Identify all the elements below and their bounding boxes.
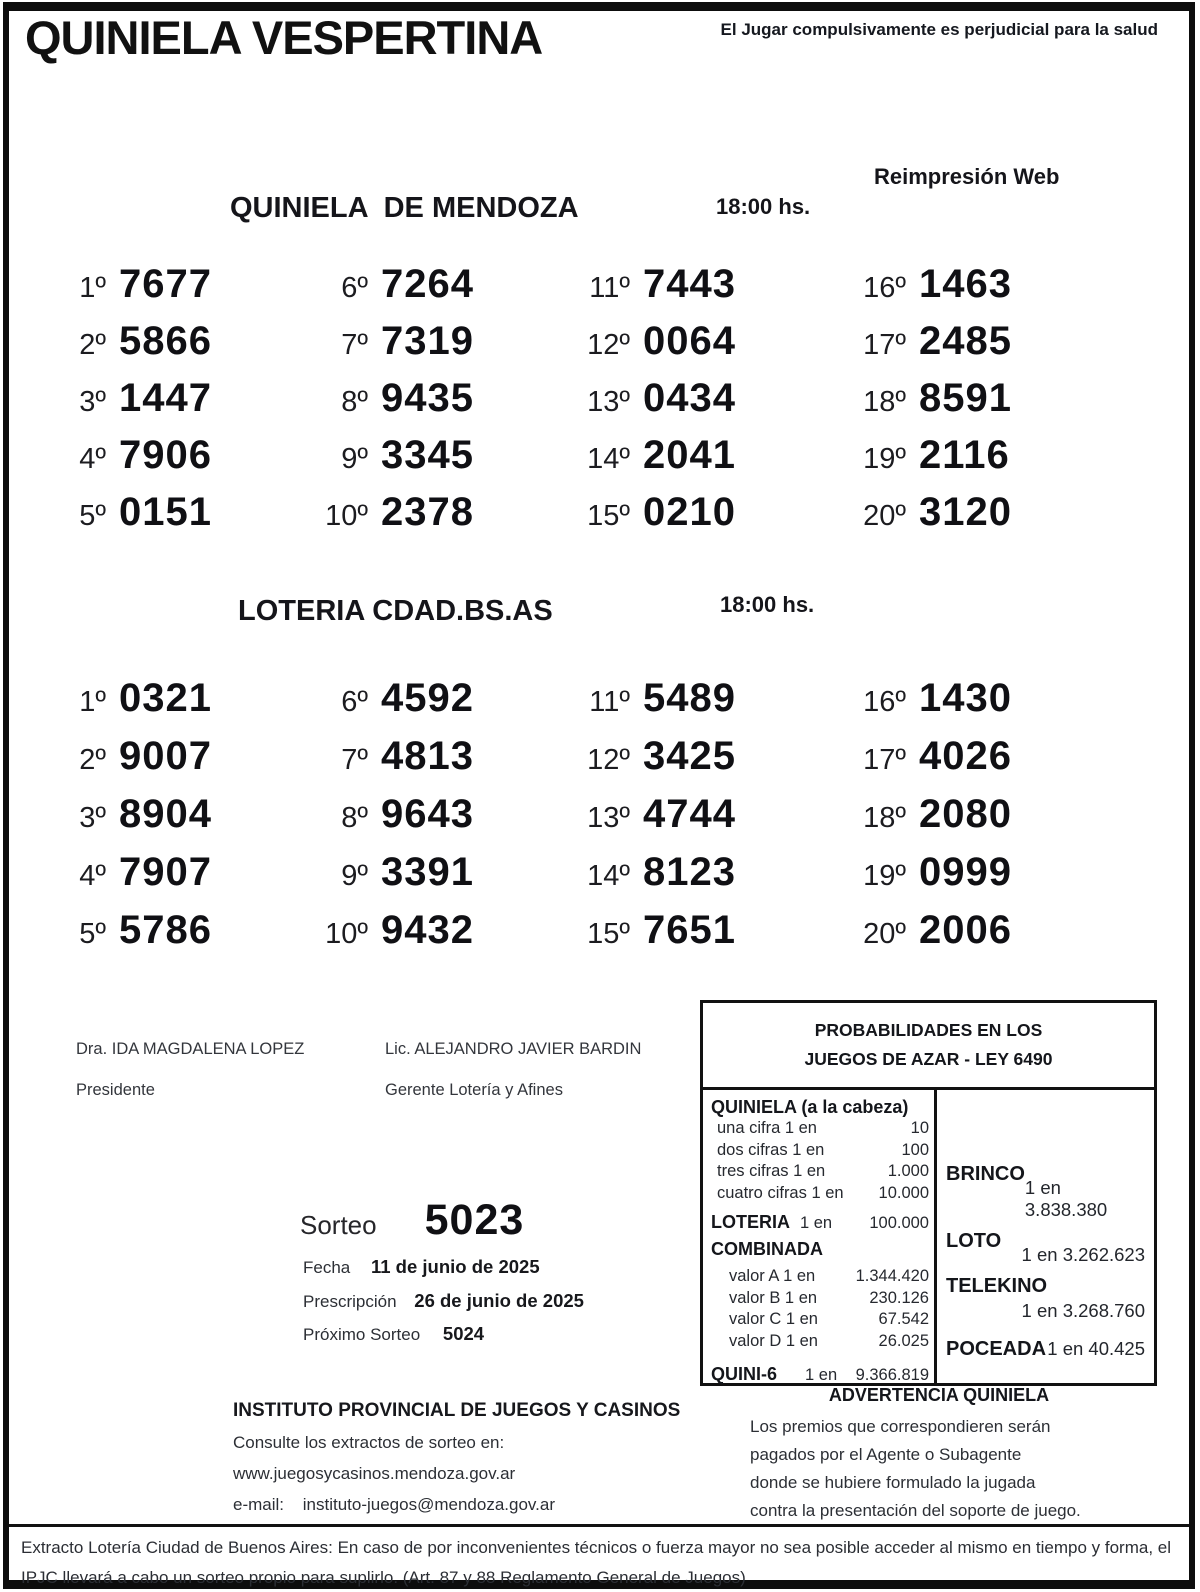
prob-row-label: valor A 1 en (729, 1267, 816, 1285)
fecha-value: 11 de junio de 2025 (370, 1256, 540, 1277)
result-position: 17º (863, 744, 906, 776)
result-number: 2378 (381, 490, 474, 534)
result-position: 8º (341, 802, 368, 834)
result-position: 6º (341, 272, 368, 304)
section-time-bsas: 18:00 hs. (720, 592, 815, 617)
result-number: 0210 (643, 490, 736, 534)
result-item (308, 676, 570, 734)
game-odds: 1 en 3.268.760 (1021, 1300, 1145, 1321)
prob-row (711, 1140, 929, 1162)
probabilities-title (703, 1003, 1154, 1074)
fecha-label: Fecha (303, 1258, 351, 1277)
footer-legal-text: Extracto Lotería Ciudad de Buenos Aires: En caso de por inconvenientes técnicos o fuerza mayor no sea posible acceder al mismo en tiempo y forma, el IPJC llevará a cabo un sorteo propio para suplirlo. (Art. 87 y 88 Reglamento General de Juegos) (21, 1538, 1172, 1587)
quini6-mid: 1 en (805, 1366, 838, 1384)
result-position: 12º (587, 744, 630, 776)
signature-name: Dra. IDA MAGDALENA LOPEZ (76, 1040, 305, 1058)
prob-row-value: 230.126 (869, 1288, 929, 1307)
game-name: TELEKINO (946, 1275, 1048, 1297)
result-position: 4º (79, 860, 106, 892)
result-item (570, 319, 846, 376)
probabilities-title-line2: JUEGOS DE AZAR - LEY 6490 (804, 1049, 1053, 1069)
result-number: 4026 (919, 734, 1012, 778)
result-item (46, 319, 308, 376)
signature-president (76, 1040, 304, 1100)
result-position: 19º (863, 860, 906, 892)
game-row (946, 1163, 1145, 1221)
signature-role: Gerente Lotería y Afines (385, 1081, 563, 1099)
result-position: 18º (863, 386, 906, 418)
result-item (846, 490, 1108, 547)
result-number: 7264 (381, 262, 474, 306)
result-number: 3345 (381, 433, 474, 477)
result-item (570, 734, 846, 792)
advertencia-line: Los premios que correspondieren serán (750, 1417, 1051, 1436)
result-position: 1º (79, 272, 106, 304)
result-item (308, 490, 570, 547)
advertencia-block (718, 1385, 1160, 1525)
instituto-name: INSTITUTO PROVINCIAL DE JUEGOS Y CASINOS (233, 1400, 681, 1421)
game-row (946, 1230, 1145, 1266)
prob-row (711, 1288, 929, 1310)
result-number: 7319 (381, 319, 474, 363)
result-item (846, 376, 1108, 433)
result-position: 5º (79, 918, 106, 950)
result-position: 3º (79, 386, 106, 418)
result-number: 0064 (643, 319, 736, 363)
result-item (46, 433, 308, 490)
result-item (846, 734, 1108, 792)
probabilities-left-column (711, 1097, 929, 1385)
game-row (946, 1338, 1145, 1361)
combinada-header: COMBINADA (711, 1239, 823, 1259)
result-item (846, 319, 1108, 376)
prob-row-value: 100 (901, 1140, 929, 1159)
result-position: 10º (325, 500, 368, 532)
prob-row-value: 10.000 (878, 1183, 929, 1202)
prob-row-label: valor C 1 en (729, 1310, 818, 1328)
result-number: 0999 (919, 850, 1012, 894)
result-number: 9432 (381, 908, 474, 952)
game-name: LOTO (946, 1230, 1002, 1252)
advertencia-title: ADVERTENCIA QUINIELA (828, 1385, 1050, 1405)
loteria-mid: 1 en (800, 1214, 833, 1232)
result-item (570, 376, 846, 433)
result-position: 14º (587, 443, 630, 475)
result-position: 9º (341, 860, 368, 892)
result-number: 7443 (643, 262, 736, 306)
result-position: 20º (863, 500, 906, 532)
result-position: 14º (587, 860, 630, 892)
result-number: 8904 (119, 792, 212, 836)
result-item (46, 850, 308, 908)
result-number: 1447 (119, 376, 212, 420)
result-number: 5786 (119, 908, 212, 952)
signature-manager (385, 1040, 641, 1100)
result-position: 10º (325, 918, 368, 950)
footer-separator (9, 1524, 1189, 1527)
probabilities-right-column (946, 1163, 1145, 1370)
result-position: 11º (589, 686, 630, 718)
result-item (846, 433, 1108, 490)
result-item (308, 850, 570, 908)
result-number: 9643 (381, 792, 474, 836)
result-item (846, 792, 1108, 850)
result-number: 0321 (119, 676, 212, 720)
advertencia-line: pagados por el Agente o Subagente (750, 1445, 1022, 1464)
prescripcion-line (303, 1290, 584, 1312)
result-number: 4592 (381, 676, 474, 720)
result-number: 5866 (119, 319, 212, 363)
prob-row-label: dos cifras 1 en (717, 1140, 825, 1159)
prob-row (711, 1331, 929, 1353)
result-number: 3391 (381, 850, 474, 894)
result-number: 8123 (643, 850, 736, 894)
result-number: 8591 (919, 376, 1012, 420)
result-position: 18º (863, 802, 906, 834)
quini6-row (711, 1364, 929, 1385)
probabilities-box (700, 1000, 1157, 1386)
result-number: 5489 (643, 676, 736, 720)
result-position: 3º (79, 802, 106, 834)
result-item (308, 908, 570, 966)
proximo-sorteo-label: Próximo Sorteo (303, 1325, 421, 1344)
signature-role: Presidente (76, 1081, 155, 1099)
probabilities-title-line1: PROBABILIDADES EN LOS (814, 1020, 1043, 1040)
result-item (846, 850, 1108, 908)
results-grid-bsas (46, 676, 1108, 966)
combinada-rows (711, 1266, 929, 1352)
prob-row-value: 67.542 (878, 1310, 929, 1328)
result-position: 20º (863, 918, 906, 950)
prob-row-label: una cifra 1 en (717, 1119, 817, 1137)
result-item (308, 376, 570, 433)
result-item (46, 376, 308, 433)
results-grid-mendoza (46, 262, 1108, 547)
instituto-website: www.juegosycasinos.mendoza.gov.ar (233, 1464, 516, 1483)
result-position: 17º (863, 329, 906, 361)
health-warning: El Jugar compulsivamente es perjudicial para la salud (720, 20, 1158, 39)
result-item (308, 433, 570, 490)
page-title: QUINIELA VESPERTINA (25, 11, 543, 64)
result-number: 4744 (643, 792, 736, 836)
result-item (846, 908, 1108, 966)
probabilities-divider (934, 1087, 937, 1383)
result-item (46, 490, 308, 547)
instituto-consulte: Consulte los extractos de sorteo en: (233, 1433, 505, 1452)
prob-row (711, 1161, 929, 1183)
result-position: 2º (79, 744, 106, 776)
result-number: 3425 (643, 734, 736, 778)
prob-row (711, 1309, 929, 1331)
result-item (46, 734, 308, 792)
result-item (570, 262, 846, 319)
result-position: 13º (587, 386, 630, 418)
result-item (308, 262, 570, 319)
result-position: 8º (341, 386, 368, 418)
advertencia-line: contra la presentación del soporte de juego. (750, 1501, 1081, 1520)
sorteo-label: Sorteo (300, 1210, 377, 1240)
prob-row-value: 26.025 (878, 1331, 929, 1350)
result-item (308, 734, 570, 792)
result-number: 2080 (919, 792, 1012, 836)
section-title-mendoza: QUINIELA DE MENDOZA (230, 192, 579, 224)
prob-row-value: 1.000 (887, 1162, 929, 1180)
advertencia-text (718, 1413, 1160, 1525)
result-item (570, 792, 846, 850)
result-item (570, 908, 846, 966)
result-item (308, 792, 570, 850)
prob-row-label: tres cifras 1 en (717, 1162, 826, 1180)
signature-name: Lic. ALEJANDRO JAVIER BARDIN (385, 1040, 642, 1058)
section-time-mendoza: 18:00 hs. (716, 194, 811, 219)
result-number: 7651 (643, 908, 736, 952)
prob-row-label: cuatro cifras 1 en (717, 1183, 844, 1202)
result-position: 12º (587, 329, 630, 361)
result-item (570, 676, 846, 734)
result-number: 3120 (919, 490, 1012, 534)
prob-row-label: valor B 1 en (729, 1288, 818, 1307)
result-position: 5º (79, 500, 106, 532)
quini6-label: QUINI-6 (711, 1364, 778, 1384)
fecha-line (303, 1256, 540, 1278)
result-number: 7907 (119, 850, 212, 894)
result-item (308, 319, 570, 376)
result-item (846, 676, 1108, 734)
proximo-sorteo-line (303, 1323, 484, 1345)
result-position: 13º (587, 802, 630, 834)
result-position: 2º (79, 329, 106, 361)
result-position: 16º (863, 272, 906, 304)
quiniela-rows (711, 1118, 929, 1204)
prob-row (711, 1266, 929, 1288)
game-name: POCEADA (946, 1338, 1047, 1360)
result-item (570, 490, 846, 547)
result-position: 15º (587, 500, 630, 532)
game-row (946, 1275, 1145, 1322)
game-odds: 1 en 40.425 (1047, 1338, 1145, 1359)
result-position: 15º (587, 918, 630, 950)
result-number: 1463 (919, 262, 1012, 306)
result-number: 2485 (919, 319, 1012, 363)
prob-row (711, 1183, 929, 1205)
loteria-label: LOTERIA (711, 1212, 790, 1232)
proximo-sorteo-value: 5024 (442, 1323, 485, 1344)
result-number: 1430 (919, 676, 1012, 720)
result-number: 0434 (643, 376, 736, 420)
prob-row (711, 1118, 929, 1140)
sorteo-number: 5023 (424, 1196, 525, 1244)
instituto-email: instituto-juegos@mendoza.gov.ar (302, 1495, 555, 1514)
result-item (46, 908, 308, 966)
quini6-value: 9.366.819 (855, 1366, 929, 1384)
result-number: 4813 (381, 734, 474, 778)
result-position: 19º (863, 443, 906, 475)
result-item (846, 262, 1108, 319)
game-name: BRINCO (946, 1163, 1025, 1185)
result-item (46, 262, 308, 319)
result-number: 7906 (119, 433, 212, 477)
prob-row-value: 1.344.420 (855, 1267, 929, 1285)
game-odds: 1 en 3.838.380 (1024, 1177, 1108, 1220)
result-item (570, 433, 846, 490)
result-position: 7º (341, 329, 368, 361)
result-position: 4º (79, 443, 106, 475)
result-number: 7677 (119, 262, 212, 306)
result-number: 9007 (119, 734, 212, 778)
result-number: 2006 (919, 908, 1012, 952)
result-position: 7º (341, 744, 368, 776)
result-position: 1º (79, 686, 106, 718)
email-label: e-mail: (233, 1495, 285, 1514)
result-item (46, 792, 308, 850)
instituto-email-line (233, 1495, 680, 1515)
result-number: 9435 (381, 376, 474, 420)
loteria-row (711, 1212, 929, 1233)
sorteo-line (300, 1196, 524, 1245)
result-number: 2041 (643, 433, 736, 477)
prob-row-label: valor D 1 en (729, 1331, 818, 1350)
result-position: 9º (341, 443, 368, 475)
result-number: 0151 (119, 490, 212, 534)
advertencia-line: donde se hubiere formulado la jugada (750, 1473, 1036, 1492)
reprint-label: Reimpresión Web (874, 164, 1060, 189)
prescripcion-label: Prescripción (303, 1292, 397, 1311)
result-position: 16º (863, 686, 906, 718)
instituto-block (233, 1400, 680, 1515)
section-title-bsas: LOTERIA CDAD.BS.AS (238, 595, 553, 627)
loteria-value: 100.000 (869, 1214, 929, 1232)
prob-row-value: 10 (910, 1119, 929, 1137)
game-odds: 1 en 3.262.623 (1021, 1244, 1145, 1265)
result-number: 2116 (919, 433, 1010, 477)
result-item (570, 850, 846, 908)
result-position: 11º (589, 272, 630, 304)
quiniela-header: QUINIELA (a la cabeza) (711, 1097, 909, 1117)
result-position: 6º (341, 686, 368, 718)
probabilities-separator (703, 1087, 1154, 1090)
prescripcion-value: 26 de junio de 2025 (414, 1290, 584, 1311)
result-item (46, 676, 308, 734)
